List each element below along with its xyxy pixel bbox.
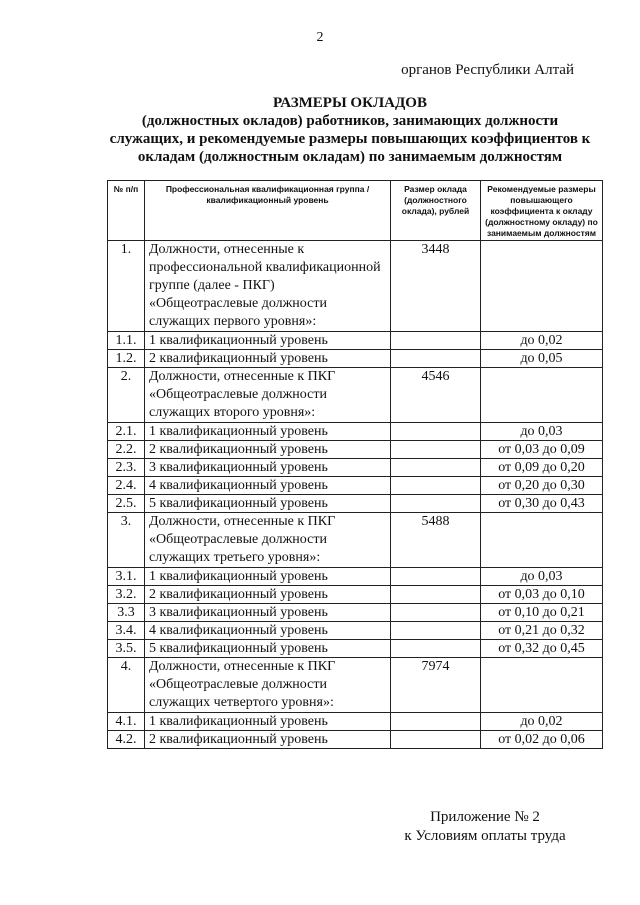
row-salary [391,568,481,586]
table-row [108,658,603,713]
row-salary: 4546 [391,368,481,423]
header-group: Профессиональная квалификационная группа / квалификационный уровень [145,181,391,241]
table-row [108,713,603,731]
row-coefficient: от 0,09 до 0,20 [481,459,603,477]
row-coefficient: до 0,02 [481,713,603,731]
title-line-3: служащих, и рекомендуемые размеры повышающих коэффициентов к [109,131,591,147]
table-row [108,350,603,368]
title-line-1: РАЗМЕРЫ ОКЛАДОВ [273,95,427,111]
row-salary [391,350,481,368]
row-number: 2.1. [108,423,145,441]
row-name: 2 квалификационный уровень [145,586,391,604]
row-coefficient [481,368,603,423]
row-name: 3 квалификационный уровень [145,604,391,622]
row-number: 3.4. [108,622,145,640]
row-name: Должности, отнесенные к ПКГ «Общеотраслевые должности служащих второго уровня»: [145,368,391,423]
row-coefficient [481,241,603,332]
table-row [108,604,603,622]
table-row [108,513,603,568]
row-number: 4.2. [108,731,145,749]
row-coefficient: от 0,03 до 0,10 [481,586,603,604]
row-salary [391,640,481,658]
row-name: 1 квалификационный уровень [145,332,391,350]
row-coefficient: от 0,21 до 0,32 [481,622,603,640]
row-coefficient: до 0,02 [481,332,603,350]
row-number: 3.5. [108,640,145,658]
row-coefficient [481,658,603,713]
row-salary [391,586,481,604]
row-name: 2 квалификационный уровень [145,731,391,749]
row-salary: 5488 [391,513,481,568]
table-row [108,241,603,332]
row-coefficient: от 0,30 до 0,43 [481,495,603,513]
table-row [108,568,603,586]
row-name: 3 квалификационный уровень [145,459,391,477]
row-name: 1 квалификационный уровень [145,423,391,441]
row-name: 2 квалификационный уровень [145,441,391,459]
row-name: Должности, отнесенные к ПКГ «Общеотраслевые должности служащих третьего уровня»: [145,513,391,568]
table-row [108,477,603,495]
header-num: № п/п [108,181,145,241]
row-number: 1. [108,241,145,332]
page-number: 2 [316,30,324,45]
row-number: 1.2. [108,350,145,368]
title-line-2: (должностных окладов) работников, занимающих должности [141,113,559,129]
table-row [108,459,603,477]
row-salary [391,459,481,477]
row-salary [391,731,481,749]
row-salary: 7974 [391,658,481,713]
row-name: Должности, отнесенные к ПКГ «Общеотраслевые должности служащих четвертого уровня»: [145,658,391,713]
row-salary [391,441,481,459]
row-number: 2.4. [108,477,145,495]
table-row [108,441,603,459]
row-number: 1.1. [108,332,145,350]
row-number: 2. [108,368,145,423]
row-name: 2 квалификационный уровень [145,350,391,368]
appendix-note [380,808,590,846]
row-coefficient: от 0,32 до 0,45 [481,640,603,658]
row-name: 1 квалификационный уровень [145,568,391,586]
row-name: 5 квалификационный уровень [145,640,391,658]
table-body [108,241,603,749]
row-salary: 3448 [391,241,481,332]
header-salary: Размер оклада (должностного оклада), рублей [391,181,481,241]
row-coefficient: от 0,03 до 0,09 [481,441,603,459]
row-coefficient: от 0,02 до 0,06 [481,731,603,749]
document-title [90,94,610,166]
row-coefficient: от 0,20 до 0,30 [481,477,603,495]
row-coefficient: до 0,03 [481,568,603,586]
title-line-4: окладам (должностным окладам) по занимаемым должностям [137,149,563,165]
table-row [108,622,603,640]
appendix-line-1: Приложение № 2 [430,809,540,825]
table-row [108,423,603,441]
header-tail-text: органов Республики Алтай [401,62,574,78]
row-number: 2.3. [108,459,145,477]
row-salary [391,477,481,495]
row-name: 5 квалификационный уровень [145,495,391,513]
row-number: 3.1. [108,568,145,586]
row-salary [391,604,481,622]
row-number: 2.2. [108,441,145,459]
table-row [108,368,603,423]
row-number: 3. [108,513,145,568]
row-name: 4 квалификационный уровень [145,477,391,495]
row-name: 4 квалификационный уровень [145,622,391,640]
row-salary [391,622,481,640]
row-salary [391,713,481,731]
row-number: 4.1. [108,713,145,731]
row-number: 2.5. [108,495,145,513]
table-row [108,640,603,658]
table-row [108,731,603,749]
row-coefficient [481,513,603,568]
salary-table [107,180,603,749]
row-number: 3.2. [108,586,145,604]
header-coefficient: Рекомендуемые размеры повышающего коэффициента к окладу (должностному окладу) по занимаемым должностям [481,181,603,241]
row-salary [391,495,481,513]
row-coefficient: от 0,10 до 0,21 [481,604,603,622]
row-salary [391,332,481,350]
row-coefficient: до 0,05 [481,350,603,368]
row-number: 4. [108,658,145,713]
row-salary [391,423,481,441]
table-header-row [108,181,603,241]
row-name: Должности, отнесенные к профессиональной квалификационной группе (далее - ПКГ) «Общеотраслевые должности служащих первого уровня»: [145,241,391,332]
table-row [108,586,603,604]
row-number: 3.3 [108,604,145,622]
table-row [108,495,603,513]
appendix-line-2: к Условиям оплаты труда [404,828,566,844]
row-coefficient: до 0,03 [481,423,603,441]
row-name: 1 квалификационный уровень [145,713,391,731]
table-row [108,332,603,350]
